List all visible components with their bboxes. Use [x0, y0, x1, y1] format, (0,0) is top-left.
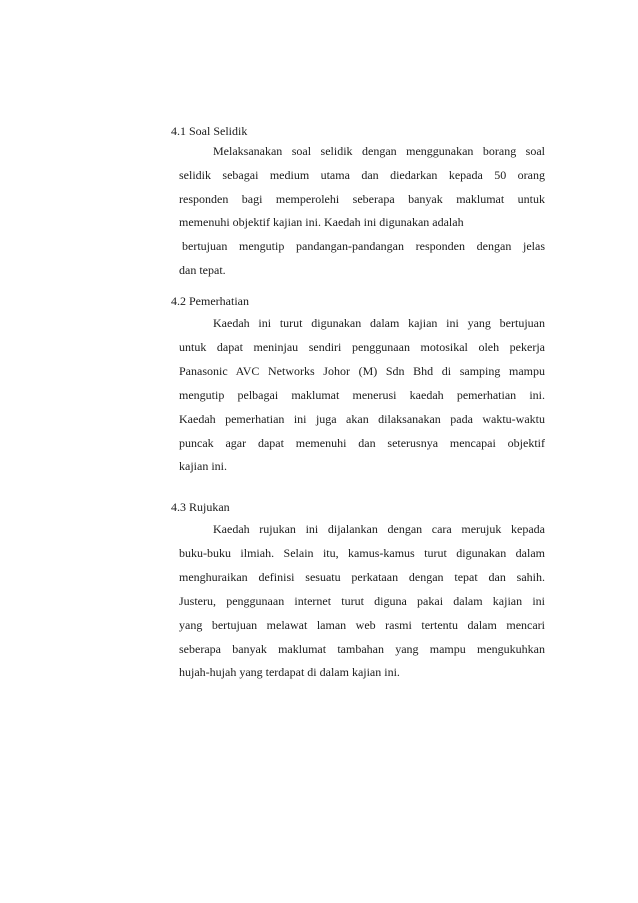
paragraph-line: Melaksanakan soal selidik dengan menggunakan borang soal: [213, 144, 545, 158]
paragraph-line: menghuraikan definisi sesuatu perkataan dengan tepat dan sahih.: [179, 570, 545, 584]
paragraph-line: dan tepat.: [179, 263, 226, 277]
paragraph-line: bertujuan mengutip pandangan-pandangan responden dengan jelas: [182, 239, 545, 253]
section-heading: 4.2 Pemerhatian: [171, 294, 249, 308]
paragraph-line: buku-buku ilmiah. Selain itu, kamus-kamus turut digunakan dalam: [179, 546, 545, 560]
paragraph-line: Kaedah rujukan ini dijalankan dengan cara merujuk kepada: [213, 522, 545, 536]
section-heading: 4.1 Soal Selidik: [171, 124, 248, 138]
paragraph-line: Justeru, penggunaan internet turut diguna pakai dalam kajian ini: [179, 594, 545, 608]
paragraph-line: mengutip pelbagai maklumat menerusi kaedah pemerhatian ini.: [179, 388, 545, 402]
section-heading: 4.3 Rujukan: [171, 500, 230, 514]
section-pemerhatian: [171, 293, 546, 473]
paragraph-line: puncak agar dapat memenuhi dan seterusnya mencapai objektif: [179, 436, 545, 450]
paragraph-line: Kaedah pemerhatian ini juga akan dilaksanakan pada waktu-waktu: [179, 412, 545, 426]
paragraph-line: seberapa banyak maklumat tambahan yang mampu mengukuhkan: [179, 642, 545, 656]
paragraph-line: Panasonic AVC Networks Johor (M) Sdn Bhd di samping mampu: [179, 364, 545, 378]
paragraph-line: Kaedah ini turut digunakan dalam kajian ini yang bertujuan: [213, 316, 545, 330]
section-soal-selidik: [171, 123, 546, 277]
section-rujukan: [171, 499, 546, 679]
paragraph-line: selidik sebagai medium utama dan diedarkan kepada 50 orang: [179, 168, 545, 182]
paragraph-line: responden bagi memperolehi seberapa banyak maklumat untuk: [179, 192, 545, 206]
paragraph-line: yang bertujuan melawat laman web rasmi tertentu dalam mencari: [179, 618, 545, 632]
paragraph-line: kajian ini.: [179, 459, 227, 473]
paragraph-line: hujah-hujah yang terdapat di dalam kajian ini.: [179, 665, 400, 679]
paragraph-line: memenuhi objektif kajian ini. Kaedah ini digunakan adalah: [179, 215, 464, 229]
paragraph-line: untuk dapat meninjau sendiri penggunaan motosikal oleh pekerja: [179, 340, 545, 354]
